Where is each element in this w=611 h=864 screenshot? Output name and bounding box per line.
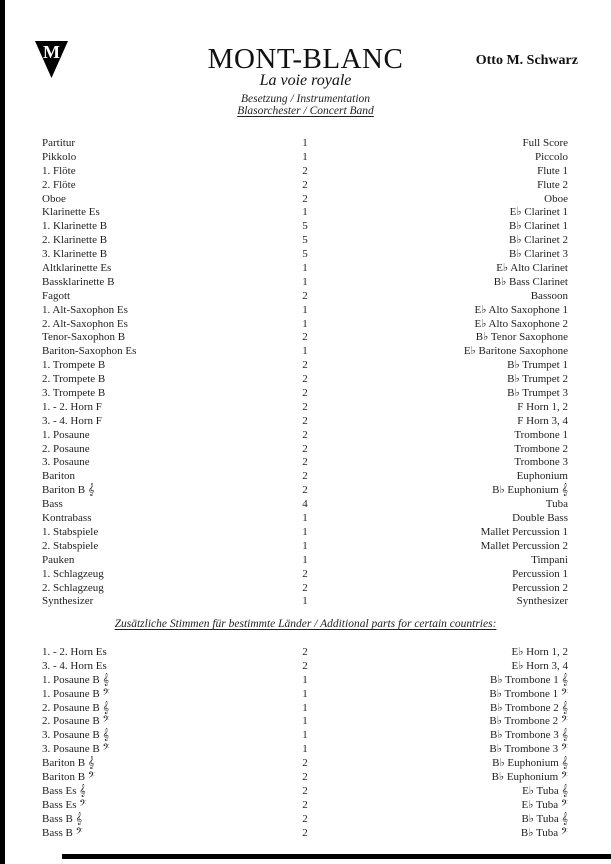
quantity: 2 bbox=[302, 331, 308, 344]
instrument-name-german: Pikkolo bbox=[42, 150, 77, 163]
list-item bbox=[42, 137, 568, 151]
instrument-name-english: Tuba bbox=[545, 498, 568, 511]
list-item bbox=[42, 470, 568, 484]
instrument-name-german: 3. Trompete B bbox=[42, 387, 106, 400]
instrument-name-english: F Horn 3, 4 bbox=[517, 414, 568, 427]
quantity: 2 bbox=[302, 771, 308, 784]
instrument-name-english: B♭ Trumpet 3 bbox=[507, 387, 568, 400]
instrument-name-english: B♭ Trombone 2 𝄢 bbox=[489, 715, 568, 728]
quantity: 1 bbox=[302, 673, 308, 686]
instrument-name-german: 1. Posaune B 𝄢 bbox=[42, 687, 110, 700]
quantity: 1 bbox=[302, 345, 308, 358]
list-item bbox=[42, 248, 568, 262]
list-item bbox=[42, 373, 568, 387]
instrument-name-german: 3. - 4. Horn Es bbox=[42, 659, 107, 672]
quantity: 1 bbox=[302, 303, 308, 316]
instrument-name-german: 1. Klarinette B bbox=[42, 220, 108, 233]
quantity: 1 bbox=[302, 595, 308, 608]
instrument-name-german: Bariton-Saxophon Es bbox=[42, 345, 137, 358]
quantity: 5 bbox=[302, 220, 308, 233]
page-title: MONT-BLANC bbox=[207, 43, 404, 75]
quantity: 2 bbox=[302, 757, 308, 770]
instrument-name-german: 2. Klarinette B bbox=[42, 234, 108, 247]
quantity: 1 bbox=[302, 262, 308, 275]
quantity: 2 bbox=[302, 784, 308, 797]
quantity: 2 bbox=[302, 659, 308, 672]
quantity: 2 bbox=[302, 456, 308, 469]
instrument-name-german: Bariton B 𝄞 bbox=[42, 484, 95, 497]
instrument-name-english: Synthesizer bbox=[516, 595, 568, 608]
quantity: 2 bbox=[302, 387, 308, 400]
quantity: 1 bbox=[302, 206, 308, 219]
list-item bbox=[42, 688, 568, 702]
list-item bbox=[42, 595, 568, 609]
quantity: 2 bbox=[302, 646, 308, 658]
instrument-name-german: 1. Schlagzeug bbox=[42, 567, 104, 580]
ensemble-heading: Blasorchester / Concert Band bbox=[237, 105, 374, 117]
list-item bbox=[42, 554, 568, 568]
quantity: 1 bbox=[302, 701, 308, 714]
list-item bbox=[42, 743, 568, 757]
list-item bbox=[42, 318, 568, 332]
list-item bbox=[42, 401, 568, 415]
quantity: 2 bbox=[302, 798, 308, 811]
list-item bbox=[42, 484, 568, 498]
instrument-name-english: B♭ Tenor Saxophone bbox=[475, 331, 568, 344]
instrument-name-german: Kontrabass bbox=[42, 512, 92, 525]
instrument-name-english: B♭ Trombone 2 𝄞 bbox=[489, 701, 568, 714]
list-item bbox=[42, 290, 568, 304]
quantity: 2 bbox=[302, 373, 308, 386]
list-item bbox=[42, 262, 568, 276]
instrument-name-english: B♭ Trombone 3 𝄢 bbox=[489, 743, 568, 756]
instrument-name-english: E♭ Baritone Saxophone bbox=[463, 345, 568, 358]
quantity: 2 bbox=[302, 164, 308, 177]
quantity: 1 bbox=[302, 512, 308, 525]
quantity: 1 bbox=[302, 525, 308, 538]
instrument-name-english: Full Score bbox=[522, 137, 568, 149]
quantity: 2 bbox=[302, 192, 308, 205]
list-item bbox=[42, 331, 568, 345]
additional-parts-heading: Zusätzliche Stimmen für bestimmte Länder / Additional parts for certain countries: bbox=[114, 618, 497, 630]
instrument-name-german: 2. Posaune bbox=[42, 442, 90, 455]
instrument-name-english: B♭ Clarinet 3 bbox=[509, 248, 568, 261]
instrument-name-german: 2. Trompete B bbox=[42, 373, 106, 386]
instrumentation-heading: Besetzung / Instrumentation bbox=[240, 93, 371, 105]
instrument-name-english: Bassoon bbox=[530, 289, 568, 302]
instrument-name-german: Bass Es 𝄢 bbox=[42, 798, 87, 811]
list-item bbox=[42, 582, 568, 596]
instrument-name-english: B♭ Trumpet 2 bbox=[507, 373, 568, 386]
quantity: 2 bbox=[302, 442, 308, 455]
quantity: 5 bbox=[302, 234, 308, 247]
quantity: 1 bbox=[302, 275, 308, 288]
instrument-name-english: B♭ Trombone 1 𝄞 bbox=[489, 673, 568, 686]
instrument-name-german: 3. - 4. Horn F bbox=[42, 414, 102, 427]
instrument-name-english: Euphonium bbox=[516, 470, 568, 483]
logo-letter: M bbox=[43, 42, 60, 62]
instrument-name-german: Fagott bbox=[42, 289, 71, 302]
instrument-name-english: B♭ Bass Clarinet bbox=[493, 275, 568, 288]
list-item bbox=[42, 387, 568, 401]
quantity: 2 bbox=[302, 470, 308, 483]
instrument-name-english: Piccolo bbox=[535, 150, 568, 163]
quantity: 1 bbox=[302, 687, 308, 700]
list-item bbox=[42, 429, 568, 443]
instrument-name-english: Mallet Percussion 2 bbox=[480, 539, 568, 552]
quantity: 2 bbox=[302, 400, 308, 413]
instrument-name-english: B♭ Clarinet 1 bbox=[509, 220, 568, 233]
quantity: 1 bbox=[302, 539, 308, 552]
quantity: 2 bbox=[302, 414, 308, 427]
instrument-name-english: Percussion 2 bbox=[512, 581, 568, 594]
instrument-name-german: Altklarinette Es bbox=[42, 262, 112, 275]
list-item bbox=[42, 526, 568, 540]
instrument-name-german: Klarinette Es bbox=[42, 206, 100, 219]
list-item bbox=[42, 304, 568, 318]
instrument-name-german: 2. Stabspiele bbox=[42, 539, 99, 552]
instrument-name-german: 3. Posaune B 𝄢 bbox=[42, 743, 110, 756]
instrument-name-english: E♭ Alto Saxophone 2 bbox=[474, 317, 568, 330]
instrument-name-english: E♭ Alto Clarinet bbox=[496, 262, 568, 275]
list-item bbox=[42, 206, 568, 220]
instrument-name-english: B♭ Tuba 𝄢 bbox=[520, 826, 568, 839]
list-item bbox=[42, 415, 568, 429]
instrument-name-german: 1. Stabspiele bbox=[42, 525, 99, 538]
quantity: 2 bbox=[302, 812, 308, 825]
main-instrument-list bbox=[42, 137, 568, 609]
list-item bbox=[42, 151, 568, 165]
instrument-name-german: Bariton B 𝄞 bbox=[42, 757, 95, 770]
page-left-border bbox=[0, 0, 5, 864]
list-item bbox=[42, 345, 568, 359]
instrument-name-english: Oboe bbox=[544, 192, 568, 205]
list-item bbox=[42, 771, 568, 785]
instrument-name-german: 2. Flöte bbox=[42, 178, 76, 191]
instrument-name-english: B♭ Euphonium 𝄢 bbox=[491, 771, 568, 784]
instrument-name-german: 3. Klarinette B bbox=[42, 248, 108, 261]
quantity: 2 bbox=[302, 359, 308, 372]
quantity: 2 bbox=[302, 567, 308, 580]
instrument-name-english: Trombone 2 bbox=[514, 442, 568, 455]
instrument-name-english: Percussion 1 bbox=[512, 567, 568, 580]
instrument-name-german: 1. Flöte bbox=[42, 164, 76, 177]
list-item bbox=[42, 674, 568, 688]
instrument-name-german: Bass bbox=[42, 498, 63, 511]
quantity: 1 bbox=[302, 743, 308, 756]
instrument-name-german: 2. Schlagzeug bbox=[42, 581, 104, 594]
quantity: 1 bbox=[302, 553, 308, 566]
quantity: 1 bbox=[302, 317, 308, 330]
quantity: 2 bbox=[302, 178, 308, 191]
instrument-name-german: 1. Alt-Saxophon Es bbox=[42, 303, 128, 316]
instrument-name-english: Flute 1 bbox=[537, 164, 568, 177]
page-bottom-border bbox=[62, 854, 611, 859]
instrument-name-english: Double Bass bbox=[512, 512, 568, 525]
instrument-name-german: Oboe bbox=[42, 192, 66, 205]
list-item bbox=[42, 234, 568, 248]
list-item bbox=[42, 799, 568, 813]
quantity: 2 bbox=[302, 484, 308, 497]
quantity: 2 bbox=[302, 428, 308, 441]
list-item bbox=[42, 715, 568, 729]
additional-instrument-list bbox=[42, 646, 568, 840]
instrument-name-english: E♭ Clarinet 1 bbox=[509, 206, 568, 219]
instrument-name-english: E♭ Horn 1, 2 bbox=[511, 646, 568, 658]
instrument-name-german: Bass B 𝄞 bbox=[42, 812, 83, 825]
instrument-name-english: E♭ Horn 3, 4 bbox=[511, 659, 568, 672]
instrument-name-german: Partitur bbox=[42, 137, 75, 149]
instrument-name-english: F Horn 1, 2 bbox=[517, 400, 568, 413]
list-item bbox=[42, 757, 568, 771]
instrument-name-german: Bass B 𝄢 bbox=[42, 826, 83, 839]
list-item bbox=[42, 165, 568, 179]
instrument-name-english: E♭ Tuba 𝄞 bbox=[522, 784, 568, 797]
list-item bbox=[42, 443, 568, 457]
quantity: 1 bbox=[302, 729, 308, 742]
instrument-name-english: Flute 2 bbox=[537, 178, 568, 191]
list-item bbox=[42, 568, 568, 582]
instrument-name-german: 2. Posaune B 𝄞 bbox=[42, 701, 110, 714]
list-item bbox=[42, 456, 568, 470]
quantity: 1 bbox=[302, 150, 308, 163]
instrument-name-german: 1. - 2. Horn Es bbox=[42, 646, 107, 658]
list-item bbox=[42, 179, 568, 193]
instrument-name-english: Trombone 3 bbox=[514, 456, 568, 469]
instrument-name-german: 2. Posaune B 𝄢 bbox=[42, 715, 110, 728]
list-item bbox=[42, 785, 568, 799]
instrument-name-german: Bassklarinette B bbox=[42, 275, 115, 288]
instrument-name-german: Tenor-Saxophon B bbox=[42, 331, 126, 344]
instrument-name-german: 1. - 2. Horn F bbox=[42, 400, 102, 413]
list-item bbox=[42, 512, 568, 526]
quantity: 4 bbox=[302, 498, 308, 511]
instrument-name-german: 1. Posaune B 𝄞 bbox=[42, 673, 110, 686]
list-item bbox=[42, 729, 568, 743]
list-item bbox=[42, 660, 568, 674]
instrument-name-english: B♭ Trumpet 1 bbox=[507, 359, 568, 372]
instrument-name-english: B♭ Trombone 3 𝄞 bbox=[489, 729, 568, 742]
instrument-name-german: Pauken bbox=[42, 553, 75, 566]
list-item bbox=[42, 702, 568, 716]
list-item bbox=[42, 646, 568, 660]
instrument-name-german: Bariton B 𝄢 bbox=[42, 771, 95, 784]
instrument-name-german: Synthesizer bbox=[42, 595, 94, 608]
page-subtitle: La voie royale bbox=[259, 72, 352, 89]
list-item bbox=[42, 276, 568, 290]
instrument-name-english: B♭ Trombone 1 𝄢 bbox=[489, 687, 568, 700]
instrument-name-german: 3. Posaune B 𝄞 bbox=[42, 729, 110, 742]
list-item bbox=[42, 193, 568, 207]
instrument-name-english: Timpani bbox=[531, 553, 568, 566]
instrument-name-german: Bass Es 𝄞 bbox=[42, 784, 86, 797]
instrument-name-german: 1. Trompete B bbox=[42, 359, 106, 372]
list-item bbox=[42, 220, 568, 234]
instrument-name-english: Trombone 1 bbox=[514, 428, 568, 441]
instrument-name-english: B♭ Tuba 𝄞 bbox=[521, 812, 568, 825]
instrument-name-english: B♭ Euphonium 𝄞 bbox=[492, 484, 568, 497]
instrument-name-english: Mallet Percussion 1 bbox=[480, 525, 568, 538]
list-item bbox=[42, 359, 568, 373]
quantity: 1 bbox=[302, 137, 308, 149]
list-item bbox=[42, 540, 568, 554]
instrument-name-english: B♭ Euphonium 𝄞 bbox=[492, 757, 568, 770]
list-item bbox=[42, 827, 568, 841]
instrument-name-german: Bariton bbox=[42, 470, 75, 483]
list-item bbox=[42, 498, 568, 512]
quantity: 2 bbox=[302, 581, 308, 594]
quantity: 1 bbox=[302, 715, 308, 728]
instrument-name-english: B♭ Clarinet 2 bbox=[509, 234, 568, 247]
composer-name: Otto M. Schwarz bbox=[475, 53, 578, 68]
instrument-name-german: 2. Alt-Saxophon Es bbox=[42, 317, 128, 330]
instrument-name-english: E♭ Tuba 𝄢 bbox=[521, 798, 568, 811]
instrument-name-german: 3. Posaune bbox=[42, 456, 90, 469]
quantity: 2 bbox=[302, 826, 308, 839]
list-item bbox=[42, 813, 568, 827]
quantity: 2 bbox=[302, 289, 308, 302]
instrument-name-english: E♭ Alto Saxophone 1 bbox=[474, 303, 568, 316]
quantity: 5 bbox=[302, 248, 308, 261]
instrument-name-german: 1. Posaune bbox=[42, 428, 90, 441]
